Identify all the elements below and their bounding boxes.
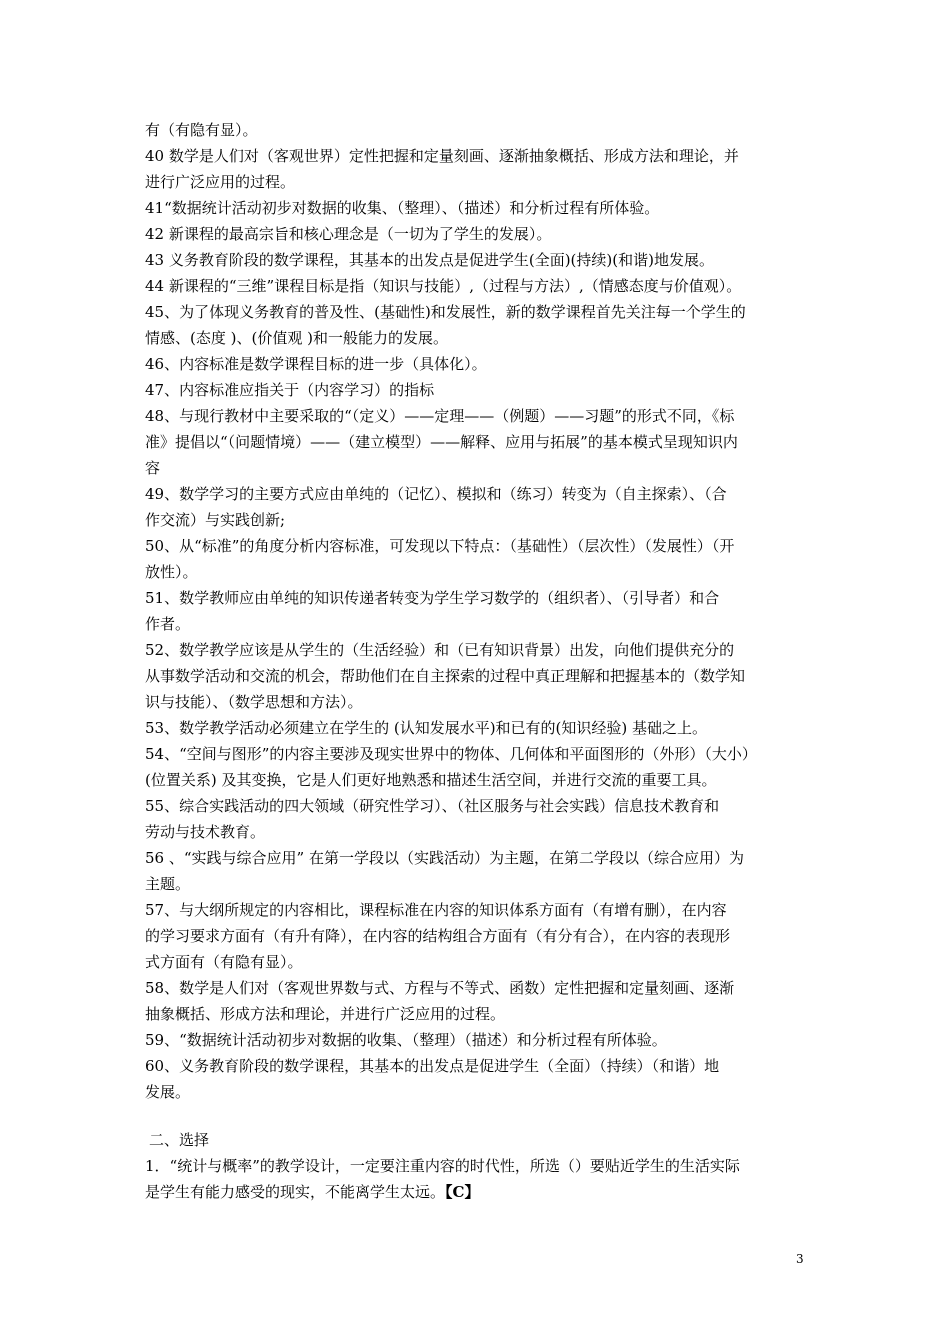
paragraph-21 bbox=[145, 1053, 815, 1105]
paragraph-line: 50、从“标准”的角度分析内容标准，可发现以下特点：（基础性）（层次性）（发展性）（开 bbox=[145, 537, 735, 555]
paragraph-line: 57、与大纲所规定的内容相比，课程标准在内容的知识体系方面有（有增有删），在内容 bbox=[145, 901, 727, 919]
paragraph-5 bbox=[145, 273, 815, 299]
paragraph-line: 容 bbox=[145, 459, 161, 477]
paragraph-8 bbox=[145, 377, 815, 403]
paragraph-line: (位置关系) 及其变换，它是人们更好地熟悉和描述生活空间，并进行交流的重要工具。 bbox=[145, 771, 717, 789]
paragraph-14 bbox=[145, 715, 815, 741]
paragraph-10 bbox=[145, 481, 815, 533]
paragraph-line: 54、“空间与图形”的内容主要涉及现实世界中的物体、几何体和平面图形的（外形）（大小） bbox=[145, 745, 757, 763]
paragraph-line: 59、“数据统计活动初步对数据的收集、（整理）（描述）和分析过程有所体验。 bbox=[145, 1031, 667, 1049]
paragraph-line: 情感、(态度 )、(价值观 )和一般能力的发展。 bbox=[145, 329, 448, 347]
paragraph-6 bbox=[145, 299, 815, 351]
paragraph-line: 60、义务教育阶段的数学课程，其基本的出发点是促进学生（全面）（持续）（和谐）地 bbox=[145, 1057, 720, 1075]
paragraph-line: 有（有隐有显）。 bbox=[145, 121, 258, 139]
paragraph-0 bbox=[145, 117, 815, 143]
paragraph-12 bbox=[145, 585, 815, 637]
paragraph-line: 47、内容标准应指关于（内容学习）的指标 bbox=[145, 381, 435, 399]
section-gap bbox=[145, 1105, 815, 1127]
paragraph-11 bbox=[145, 533, 815, 585]
paragraph-line: 抽象概括、形成方法和理论，并进行广泛应用的过程。 bbox=[145, 1005, 506, 1023]
paragraph-line: 49、数学学习的主要方式应由单纯的（记忆）、模拟和（练习）转变为（自主探索）、（合 bbox=[145, 485, 727, 503]
paragraph-line: 作交流）与实践创新; bbox=[145, 511, 286, 529]
paragraph-line: 45、为了体现义务教育的普及性、(基础性)和发展性，新的数学课程首先关注每一个学生的 bbox=[145, 303, 746, 321]
paragraph-9 bbox=[145, 403, 815, 481]
paragraph-line: 发展。 bbox=[145, 1083, 191, 1101]
paragraph-line: 48、与现行教材中主要采取的“（定义）——定理——（例题）——习题”的形式不同，《标 bbox=[145, 407, 735, 425]
paragraph-17 bbox=[145, 845, 815, 897]
paragraph-line: 41“数据统计活动初步对数据的收集、（整理）、（描述）和分析过程有所体验。 bbox=[145, 199, 660, 217]
paragraph-line: 58、数学是人们对（客观世界数与式、方程与不等式、函数）定性把握和定量刻画、逐渐 bbox=[145, 979, 735, 997]
question-1-answer: 【C】 bbox=[445, 1183, 480, 1201]
paragraph-line: 43 义务教育阶段的数学课程，其基本的出发点是促进学生(全面)(持续)(和谐)地发展。 bbox=[145, 251, 714, 269]
paragraph-7 bbox=[145, 351, 815, 377]
section-title: 二、选择 bbox=[149, 1131, 210, 1149]
paragraph-line: 53、数学教学活动必须建立在学生的 (认知发展水平)和已有的(知识经验) 基础之上。 bbox=[145, 719, 708, 737]
paragraph-line: 劳动与技术教育。 bbox=[145, 823, 266, 841]
paragraph-line: 放性）。 bbox=[145, 563, 198, 581]
paragraph-line: 55、综合实践活动的四大领域（研究性学习）、（社区服务与社会实践）信息技术教育和 bbox=[145, 797, 720, 815]
paragraph-line: 主题。 bbox=[145, 875, 191, 893]
paragraph-1 bbox=[145, 143, 815, 195]
paragraph-16 bbox=[145, 793, 815, 845]
paragraph-line: 准》提倡以“（问题情境）——（建立模型）——解释、应用与拓展”的基本模式呈现知识内 bbox=[145, 433, 738, 451]
paragraph-line: 识与技能）、（数学思想和方法）。 bbox=[145, 693, 363, 711]
document-body bbox=[145, 117, 815, 1205]
paragraph-19 bbox=[145, 975, 815, 1027]
paragraph-line: 40 数学是人们对（客观世界）定性把握和定量刻画、逐渐抽象概括、形成方法和理论，并 bbox=[145, 147, 739, 165]
paragraph-line: 56 、“实践与综合应用” 在第一学段以（实践活动）为主题，在第二学段以（综合应用）为 bbox=[145, 849, 744, 867]
paragraph-20 bbox=[145, 1027, 815, 1053]
page-number: 3 bbox=[796, 1252, 804, 1266]
paragraph-line: 式方面有（有隐有显）。 bbox=[145, 953, 303, 971]
paragraph-line: 52、数学教学应该是从学生的（生活经验）和（已有知识背景）出发，向他们提供充分的 bbox=[145, 641, 735, 659]
paragraph-line: 的学习要求方面有（有升有降），在内容的结构组合方面有（有分有合），在内容的表现形 bbox=[145, 927, 731, 945]
paragraph-3 bbox=[145, 221, 815, 247]
paragraph-line: 46、内容标准是数学课程目标的进一步（具体化）。 bbox=[145, 355, 487, 373]
paragraph-line: 作者。 bbox=[145, 615, 191, 633]
paragraph-4 bbox=[145, 247, 815, 273]
paragraph-line: 51、数学教师应由单纯的知识传递者转变为学生学习数学的（组织者）、（引导者）和合 bbox=[145, 589, 720, 607]
question-1-line-1: 1．“统计与概率”的教学设计，一定要注重内容的时代性，所选（）要贴近学生的生活实际 bbox=[145, 1157, 740, 1175]
paragraph-line: 44 新课程的“三维”课程目标是指（知识与技能）,（过程与方法）,（情感态度与价值观）。 bbox=[145, 277, 742, 295]
question-1-text: 是学生有能力感受的现实，不能离学生太远。 bbox=[145, 1183, 446, 1201]
paragraph-line: 42 新课程的最高宗旨和核心理念是（一切为了学生的发展）。 bbox=[145, 225, 552, 243]
paragraph-line: 从事数学活动和交流的机会，帮助他们在自主探索的过程中真正理解和把握基本的（数学知 bbox=[145, 667, 746, 685]
paragraph-15 bbox=[145, 741, 815, 793]
paragraph-18 bbox=[145, 897, 815, 975]
paragraph-13 bbox=[145, 637, 815, 715]
paragraph-2 bbox=[145, 195, 815, 221]
paragraph-line: 进行广泛应用的过程。 bbox=[145, 173, 296, 191]
question-1-line-2 bbox=[145, 1179, 815, 1205]
